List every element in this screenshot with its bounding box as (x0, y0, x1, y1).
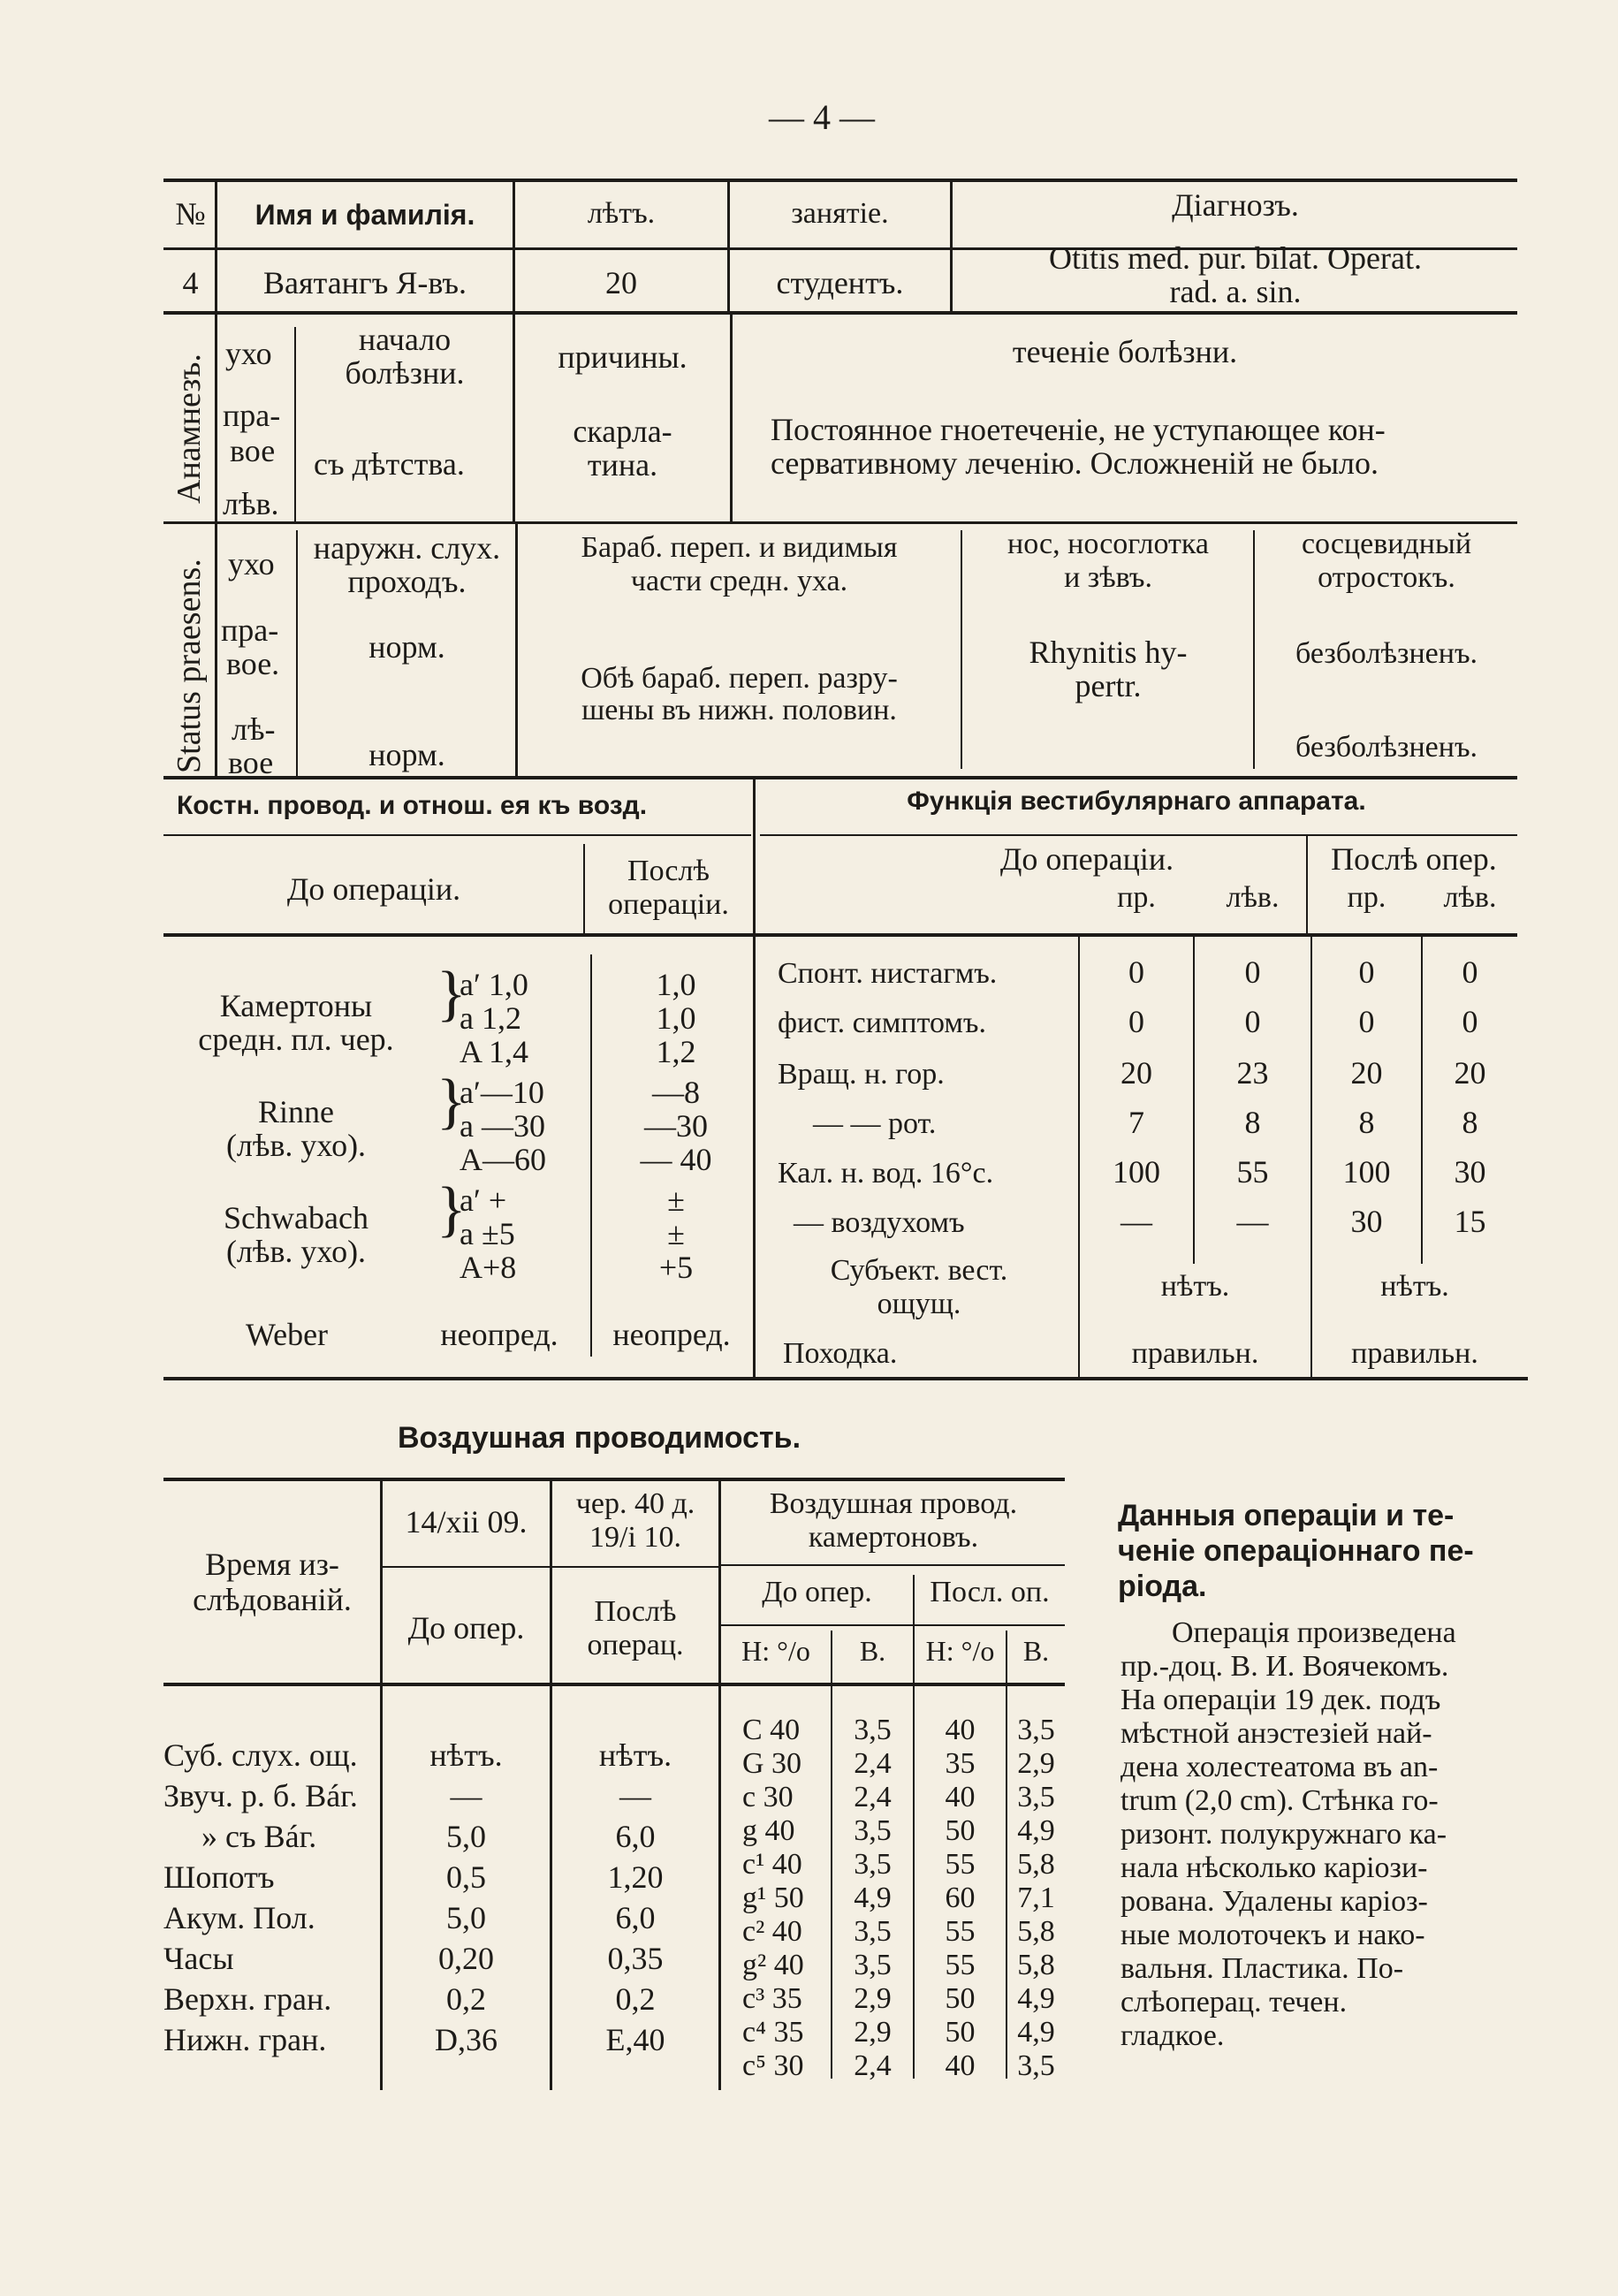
rule (720, 1624, 1065, 1626)
air-fork-value: 2,9 (1017, 1747, 1055, 1780)
bone-before: До операціи. (286, 871, 461, 907)
rule (961, 530, 962, 769)
rule (163, 521, 1517, 524)
rule (215, 314, 217, 522)
air-fork-value: 2,9 (854, 1982, 892, 2015)
air-fork-value: 5,8 (1017, 1949, 1055, 1981)
vestibular-row-label: фист. симптомъ. (778, 1007, 986, 1039)
bone-rinne-2: (лѣв. ухо). (225, 1128, 367, 1163)
bone-after-1: Послѣ (627, 855, 710, 887)
operation-title-3: ріода. (1118, 1570, 1207, 1603)
vestibular-title: Функція вестибулярнаго аппарата. (907, 787, 1366, 816)
anamnesis-ear: ухо (225, 336, 272, 371)
vestibular-gait: Походка. (783, 1337, 898, 1370)
status-mastoid-2: отростокъ. (1318, 561, 1455, 594)
air-fork-value: g² 40 (742, 1949, 804, 1981)
status-mastoid-right: безболѣзненъ. (1295, 637, 1478, 670)
air-row-label: » съ Báг. (201, 1819, 317, 1854)
bone-schwabach-1: Schwabach (224, 1200, 368, 1235)
brace: } (437, 1068, 467, 1136)
status-canal-right: норм. (368, 629, 445, 665)
bone-weber-after: неопред. (612, 1317, 731, 1352)
status-mastoid-1: сосцевидный (1301, 528, 1472, 560)
air-fork-value: 4,9 (1017, 1982, 1055, 2015)
anamnesis-course-value-1: Постоянное гноетеченіе, не уступающее кон- (771, 412, 1386, 447)
bone-after-2: операціи. (608, 888, 729, 921)
vestibular-row-label: Вращ. н. гор. (778, 1058, 945, 1091)
air-time-2: слѣдованій. (193, 1582, 352, 1617)
anamnesis-right-2: вое (230, 433, 276, 468)
status-canal-1: наружн. слух. (313, 530, 501, 566)
air-fork-before: До опер. (762, 1576, 872, 1608)
air-row-before: 5,0 (446, 1900, 486, 1935)
vestibular-value: — (1236, 1204, 1269, 1239)
rule (753, 779, 756, 1380)
rule (583, 844, 585, 934)
status-right-2: вое. (226, 646, 280, 681)
air-row-label: Нижн. гран. (163, 2022, 327, 2057)
operation-line: нала нѣсколько каріози- (1120, 1851, 1428, 1884)
air-fork-value: 3,5 (1017, 1781, 1055, 1813)
bone-rinne-after: —30 (644, 1108, 708, 1144)
bone-tuning-before: a 1,2 (460, 1000, 521, 1036)
bone-tuning-after: 1,0 (656, 1000, 696, 1036)
vestibular-value: 0 (1244, 1004, 1261, 1039)
air-row-label: Часы (163, 1941, 234, 1976)
bone-schwabach-2: (лѣв. ухо). (225, 1234, 367, 1269)
patient-no: 4 (182, 265, 199, 300)
air-fork-value: 35 (945, 1747, 976, 1780)
anamnesis-course-value-2: сервативному леченію. Осложненій не было. (771, 445, 1379, 481)
patient-diagnosis-1: Otitis med. pur. bilat. Operat. (1049, 240, 1422, 276)
air-time-1: Время из- (205, 1547, 339, 1582)
rule (163, 933, 1517, 937)
air-date-2-2: 19/i 10. (589, 1521, 681, 1554)
vestibular-row-label: — воздухомъ (794, 1206, 965, 1239)
anamnesis-onset-value: съ дѣтства. (314, 446, 465, 482)
air-row-before: 5,0 (446, 1819, 486, 1854)
bone-tuning-1: Камертоны (219, 988, 373, 1023)
vestibular-row-label: Спонт. нистагмъ. (778, 957, 998, 990)
bone-title: Костн. провод. и отнош. ея къ возд. (177, 791, 648, 820)
air-fork-value: 3,5 (1017, 2049, 1055, 2082)
operation-line: гладкое. (1120, 2019, 1225, 2052)
rule (163, 1377, 1528, 1380)
anamnesis-left: лѣв. (223, 486, 279, 521)
air-fork-value: 2,4 (854, 1747, 892, 1780)
air-fork-value: 5,8 (1017, 1915, 1055, 1948)
patient-diagnosis-2: rad. a. sin. (1169, 274, 1302, 309)
vestibular-value: 30 (1454, 1154, 1486, 1190)
operation-line: Операція произведена (1172, 1616, 1456, 1649)
air-b: B. (859, 1635, 886, 1667)
air-fork-value: c⁵ 30 (742, 2049, 804, 2082)
air-fork-value: g 40 (742, 1814, 795, 1847)
air-fork-value: 4,9 (1017, 2016, 1055, 2049)
air-fork-value: 3,5 (854, 1714, 892, 1746)
vestibular-after: Послѣ опер. (1331, 841, 1497, 877)
rule (163, 834, 751, 836)
bone-tuning-2: средн. пл. чер. (198, 1022, 394, 1057)
vestibular-value: 0 (1128, 1004, 1144, 1039)
vestibular-value: 20 (1120, 1055, 1152, 1091)
air-fork-value: 3,5 (854, 1814, 892, 1847)
operation-line: ризонт. полукружнаго ка- (1120, 1818, 1447, 1851)
bone-schwabach-after: +5 (658, 1250, 694, 1285)
anamnesis-label: Анамнезъ. (171, 354, 208, 504)
rule (163, 179, 1517, 182)
vestibular-subj-before: нѣтъ. (1160, 1270, 1230, 1303)
vestibular-right: пр. (1347, 881, 1386, 914)
air-fork-value: 3,5 (854, 1848, 892, 1881)
air-fork-value: c⁴ 35 (742, 2016, 804, 2049)
vestibular-before: До операціи. (999, 841, 1174, 877)
anamnesis-causes: причины. (558, 339, 687, 375)
operation-line: вальня. Пластика. По- (1120, 1952, 1404, 1985)
status-canal-left: норм. (368, 737, 445, 772)
vestibular-gait-before: правильн. (1131, 1337, 1259, 1370)
status-mastoid-left: безболѣзненъ. (1295, 731, 1478, 764)
rule (718, 1480, 721, 2090)
air-fork-value: 7,1 (1017, 1882, 1055, 1914)
bone-tuning-before: a′ 1,0 (460, 967, 528, 1002)
header-age: лѣтъ. (587, 197, 656, 230)
status-drum-2: части средн. уха. (630, 565, 848, 597)
operation-line: На операціи 19 дек. подъ (1120, 1684, 1441, 1716)
air-fork-value: C 40 (742, 1714, 801, 1746)
rule (163, 311, 1517, 315)
bone-schwabach-before: a ±5 (460, 1216, 515, 1251)
air-fork-value: c 30 (742, 1781, 794, 1813)
air-after-2: операц. (587, 1629, 684, 1661)
air-b: B. (1022, 1635, 1050, 1667)
status-right-1: пра- (221, 612, 279, 648)
air-hp: H: °/o (741, 1635, 810, 1667)
air-row-after: нѣтъ. (598, 1737, 672, 1773)
vestibular-value: 55 (1236, 1154, 1269, 1190)
rule (1253, 530, 1255, 769)
air-fork-value: g¹ 50 (742, 1882, 804, 1914)
air-row-after: 6,0 (615, 1819, 656, 1854)
air-fork-after: Посл. оп. (930, 1576, 1050, 1608)
bone-schwabach-before: A+8 (460, 1250, 517, 1285)
header-diagnosis: Діагнозъ. (1172, 187, 1299, 223)
bone-schwabach-before: a′ + (460, 1182, 507, 1218)
vestibular-left: лѣв. (1226, 881, 1280, 914)
air-fork-value: c¹ 40 (742, 1848, 802, 1881)
air-fork-value: c² 40 (742, 1915, 802, 1948)
status-label: Status praesens. (171, 559, 208, 773)
rule (760, 834, 1517, 836)
air-row-after: 6,0 (615, 1900, 656, 1935)
bone-tuning-after: 1,2 (656, 1034, 696, 1069)
air-fork-value: 50 (945, 1814, 976, 1847)
header-no: № (175, 196, 206, 232)
patient-name: Ваятангъ Я-въ. (262, 265, 467, 300)
bone-schwabach-after: ± (667, 1182, 685, 1218)
status-canal-2: проходъ. (347, 564, 467, 599)
air-row-after: 1,20 (607, 1859, 664, 1895)
vestibular-subj-after: нѣтъ. (1380, 1270, 1449, 1303)
vestibular-value: 23 (1236, 1055, 1269, 1091)
brace: } (437, 960, 467, 1028)
vestibular-subj-1: Субъект. вест. (830, 1254, 1008, 1287)
anamnesis-right: пра- (223, 398, 281, 433)
rule (294, 327, 296, 521)
air-hp: H: °/o (925, 1635, 995, 1667)
air-row-after: — (619, 1778, 651, 1813)
status-nose-value-1: Rhynitis hy- (1029, 635, 1188, 670)
operation-line: мѣстной анэстезіей най- (1120, 1717, 1432, 1750)
air-row-after: 0,2 (615, 1981, 656, 2017)
air-fork-value: 3,5 (854, 1949, 892, 1981)
vestibular-value: 0 (1128, 954, 1144, 990)
air-fork-value: 5,8 (1017, 1848, 1055, 1881)
status-drum-value-2: шены въ нижн. половин. (581, 694, 897, 726)
air-row-before: — (450, 1778, 482, 1813)
vestibular-value: — (1120, 1204, 1152, 1239)
anamnesis-onset-2: болѣзни. (345, 355, 465, 391)
vestibular-subj-2: ощущ. (877, 1288, 961, 1320)
bone-schwabach-after: ± (667, 1216, 685, 1251)
rule (163, 1683, 1065, 1686)
air-row-label: Верхн. гран. (163, 1981, 332, 2017)
air-fork-value: G 30 (742, 1747, 802, 1780)
vestibular-value: 0 (1244, 954, 1261, 990)
status-ear: ухо (228, 546, 275, 582)
air-fork-value: 55 (945, 1915, 976, 1948)
bone-weber: Weber (246, 1317, 329, 1352)
air-fork-value: 3,5 (854, 1915, 892, 1948)
bone-rinne-before: a —30 (460, 1108, 545, 1144)
vestibular-value: 20 (1350, 1055, 1383, 1091)
patient-occupation: студентъ. (776, 265, 904, 300)
air-fork-value: 50 (945, 2016, 976, 2049)
patient-age: 20 (605, 265, 637, 300)
bone-rinne-after: — 40 (640, 1142, 712, 1177)
air-title: Воздушная проводимость. (398, 1421, 801, 1455)
air-fork-value: 60 (945, 1882, 976, 1914)
vestibular-value: 30 (1350, 1204, 1383, 1239)
vestibular-value: 8 (1244, 1105, 1261, 1140)
status-drum-1: Бараб. переп. и видимыя (581, 531, 898, 564)
bone-rinne-1: Rinne (258, 1094, 334, 1129)
bone-tuning-after: 1,0 (656, 967, 696, 1002)
status-nose-1: нос, носоглотка (1007, 528, 1209, 560)
operation-line: trum (2,0 cm). Стѣнка го- (1120, 1784, 1439, 1817)
air-row-before: нѣтъ. (429, 1737, 503, 1773)
status-nose-value-2: pertr. (1075, 668, 1142, 703)
anamnesis-onset-1: начало (358, 322, 452, 357)
status-left-2: вое (228, 745, 274, 780)
air-date-1: 14/xii 09. (405, 1504, 528, 1540)
air-before: До опер. (407, 1610, 525, 1646)
vestibular-value: 15 (1454, 1204, 1486, 1239)
air-date-2-1: чер. 40 д. (575, 1487, 695, 1520)
air-row-label: Звуч. р. б. Báг. (163, 1778, 358, 1813)
header-occupation: занятіе. (791, 197, 889, 230)
bone-rinne-before: a′—10 (460, 1075, 544, 1110)
air-fork-2: камертоновъ. (808, 1521, 979, 1554)
air-fork-value: 40 (945, 2049, 976, 2082)
vestibular-value: 8 (1358, 1105, 1375, 1140)
vestibular-gait-after: правильн. (1351, 1337, 1478, 1370)
rule (590, 954, 592, 1357)
bone-tuning-before: A 1,4 (460, 1034, 529, 1069)
operation-line: дена холестеатома въ an- (1120, 1751, 1439, 1783)
vestibular-value: 0 (1358, 954, 1375, 990)
vestibular-row-label: — — рот. (813, 1107, 937, 1140)
air-row-after: E,40 (605, 2022, 665, 2057)
operation-line: ные молоточекъ и нако- (1120, 1919, 1425, 1951)
vestibular-value: 0 (1462, 954, 1478, 990)
vestibular-value: 0 (1462, 1004, 1478, 1039)
vestibular-value: 8 (1462, 1105, 1478, 1140)
air-fork-value: 2,9 (854, 2016, 892, 2049)
air-row-before: 0,5 (446, 1859, 486, 1895)
rule (215, 524, 217, 777)
air-fork-1: Воздушная провод. (769, 1487, 1018, 1520)
vestibular-value: 7 (1128, 1105, 1144, 1140)
vestibular-row-label: Кал. н. вод. 16°c. (778, 1157, 994, 1190)
rule (296, 530, 298, 776)
air-fork-value: c³ 35 (742, 1982, 802, 2015)
anamnesis-course: теченіе болѣзни. (1012, 334, 1238, 369)
vestibular-value: 100 (1342, 1154, 1391, 1190)
anamnesis-causes-value-2: тина. (587, 447, 658, 483)
air-row-before: D,36 (435, 2022, 498, 2057)
vestibular-value: 100 (1113, 1154, 1160, 1190)
vestibular-value: 0 (1358, 1004, 1375, 1039)
air-fork-value: 4,9 (1017, 1814, 1055, 1847)
air-row-after: 0,35 (607, 1941, 664, 1976)
anamnesis-causes-value-1: скарла- (573, 414, 672, 449)
air-row-label: Суб. слух. ощ. (163, 1737, 358, 1773)
air-fork-value: 2,4 (854, 1781, 892, 1813)
rule (720, 1564, 1065, 1566)
air-row-before: 0,2 (446, 1981, 486, 2017)
status-nose-2: и зѣвъ. (1064, 561, 1152, 594)
brace: } (437, 1175, 467, 1243)
page-number: — 4 — (769, 97, 875, 137)
vestibular-right: пр. (1117, 881, 1156, 914)
vestibular-left: лѣв. (1443, 881, 1497, 914)
air-fork-value: 40 (945, 1781, 976, 1813)
header-name: Имя и фамилія. (254, 199, 475, 231)
air-fork-value: 40 (945, 1714, 976, 1746)
operation-line: слѣоперац. течен. (1120, 1986, 1348, 2019)
air-fork-value: 50 (945, 1982, 976, 2015)
air-row-before: 0,20 (438, 1941, 494, 1976)
air-row-label: Шопотъ (163, 1859, 275, 1895)
rule (163, 776, 1517, 779)
bone-rinne-before: A—60 (460, 1142, 546, 1177)
air-fork-value: 2,4 (854, 2049, 892, 2082)
air-fork-value: 3,5 (1017, 1714, 1055, 1746)
vestibular-value: 20 (1454, 1055, 1486, 1091)
air-fork-value: 55 (945, 1949, 976, 1981)
rule (163, 1478, 1065, 1481)
operation-title-2: ченіе операціоннаго пе- (1118, 1534, 1474, 1568)
operation-title-1: Данныя операціи и те- (1118, 1499, 1455, 1532)
operation-line: пр.-доц. В. И. Воячекомъ. (1120, 1650, 1449, 1683)
air-after-1: Послѣ (594, 1595, 677, 1628)
operation-line: рована. Удалены каріоз- (1120, 1885, 1428, 1918)
status-left-1: лѣ- (232, 711, 276, 747)
bone-weber-before: неопред. (440, 1317, 558, 1352)
air-fork-value: 55 (945, 1848, 976, 1881)
air-fork-value: 4,9 (854, 1882, 892, 1914)
bone-rinne-after: —8 (652, 1075, 700, 1110)
air-row-label: Акум. Пол. (163, 1900, 315, 1935)
status-drum-value-1: Обѣ бараб. переп. разру- (581, 662, 898, 695)
